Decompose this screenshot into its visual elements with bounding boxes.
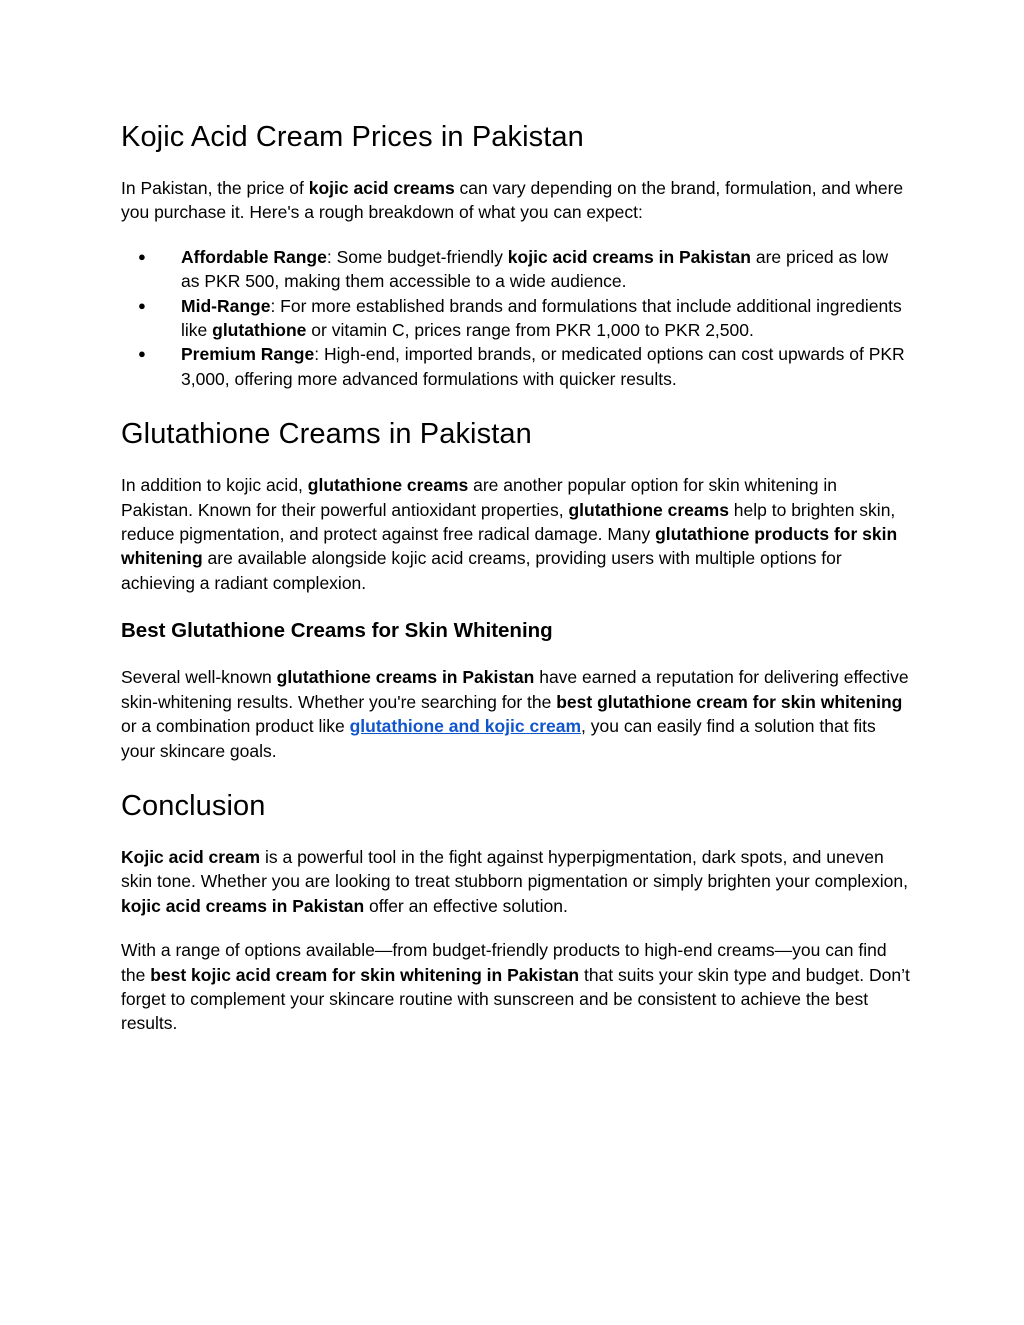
- bullet-icon: ●: [138, 297, 146, 313]
- range-text-2: or vitamin C, prices range from PKR 1,000 to PKR 2,500.: [306, 320, 754, 341]
- best-text-3: or a combination product like: [121, 716, 350, 737]
- gluta-text-2: are another popular option for skin whitening in Pakistan. Known for their powerful antioxidant properties,: [121, 475, 837, 520]
- concl1-bold-2: kojic acid creams in Pakistan: [121, 895, 365, 916]
- concl1-text-2: offer an effective solution.: [364, 895, 568, 916]
- concl1-text-1: is a powerful tool in the fight against hyperpigmentation, dark spots, and uneven skin tone. Whether you are looking to treat stubborn pigmentation or simply brighten your complexion,: [121, 846, 908, 892]
- range-text-1: : High-end, imported brands, or medicated options can cost upwards of PKR 3,000, offering more advanced formulations with quicker results.: [181, 344, 905, 389]
- range-bold-1: kojic acid creams in Pakistan: [507, 246, 751, 267]
- conclusion-paragraph-1: [121, 845, 911, 918]
- best-creams-paragraph: [121, 665, 911, 763]
- range-label: Premium Range: [181, 344, 315, 365]
- gluta-bold-3: glutathione products for skin whitening: [121, 524, 898, 569]
- intro-text-2: can vary depending on the brand, formulation, and where you purchase it. Here's a rough breakdown of what you can expect:: [121, 178, 904, 223]
- concl2-bold-1: best kojic acid cream for skin whitening in Pakistan: [150, 964, 580, 985]
- best-text-2: have earned a reputation for delivering effective skin-whitening results. Whether you're searching for the: [121, 667, 909, 712]
- intro-paragraph: [121, 176, 911, 225]
- gluta-text-3: help to brighten skin, reduce pigmentation, and protect against free radical damage. Many: [121, 499, 896, 545]
- range-text-2: are priced as low as PKR 500, making them accessible to a wide audience.: [181, 246, 889, 292]
- glutathione-paragraph: [121, 473, 911, 595]
- heading-best-glutathione-creams: Best Glutathione Creams for Skin Whitening: [121, 619, 553, 643]
- gluta-bold-1: glutathione creams: [307, 475, 469, 496]
- best-text-4: , you can easily find a solution that fits your skincare goals.: [121, 716, 876, 761]
- gluta-text-1: In addition to kojic acid,: [121, 475, 308, 496]
- gluta-text-4: are available alongside kojic acid creams, providing users with multiple options for achieving a radiant complexion.: [121, 548, 842, 593]
- best-bold-1: glutathione creams in Pakistan: [276, 667, 535, 688]
- best-text-1: Several well-known: [121, 667, 277, 688]
- concl2-text-1: With a range of options available—from budget-friendly products to high-end creams—you can find the: [121, 940, 887, 985]
- intro-bold-1: kojic acid creams: [308, 178, 455, 198]
- gluta-bold-2: glutathione creams: [568, 499, 729, 520]
- best-bold-2: best glutathione cream for skin whitening: [556, 691, 903, 712]
- glutathione-kojic-cream-link[interactable]: glutathione and kojic cream: [349, 716, 582, 737]
- range-bold-1: glutathione: [212, 320, 307, 341]
- concl1-bold-1: Kojic acid cream: [121, 846, 261, 867]
- bullet-icon: ●: [138, 346, 146, 362]
- list-item-mid-range: [121, 294, 911, 343]
- conclusion-paragraph-2: [121, 938, 911, 1036]
- heading-kojic-acid-prices: Kojic Acid Cream Prices in Pakistan: [121, 121, 584, 153]
- document-page: [121, 118, 911, 1036]
- bullet-icon: ●: [138, 248, 146, 264]
- range-text-1: : Some budget-friendly: [326, 246, 508, 267]
- range-label: Affordable Range: [181, 246, 327, 267]
- heading-conclusion: Conclusion: [121, 789, 266, 822]
- heading-glutathione-creams: Glutathione Creams in Pakistan: [121, 418, 532, 451]
- list-item-premium-range: [121, 342, 911, 391]
- list-item-affordable-range: [121, 245, 911, 294]
- price-range-list: [121, 245, 911, 391]
- range-text-1: : For more established brands and formulations that include additional ingredients like: [181, 295, 902, 341]
- concl2-text-2: that suits your skin type and budget. Don’t forget to complement your skincare routine with sunscreen and be consistent to achieve the best results.: [121, 964, 910, 1034]
- intro-text-1: In Pakistan, the price of: [121, 178, 309, 198]
- range-label: Mid-Range: [181, 295, 271, 316]
